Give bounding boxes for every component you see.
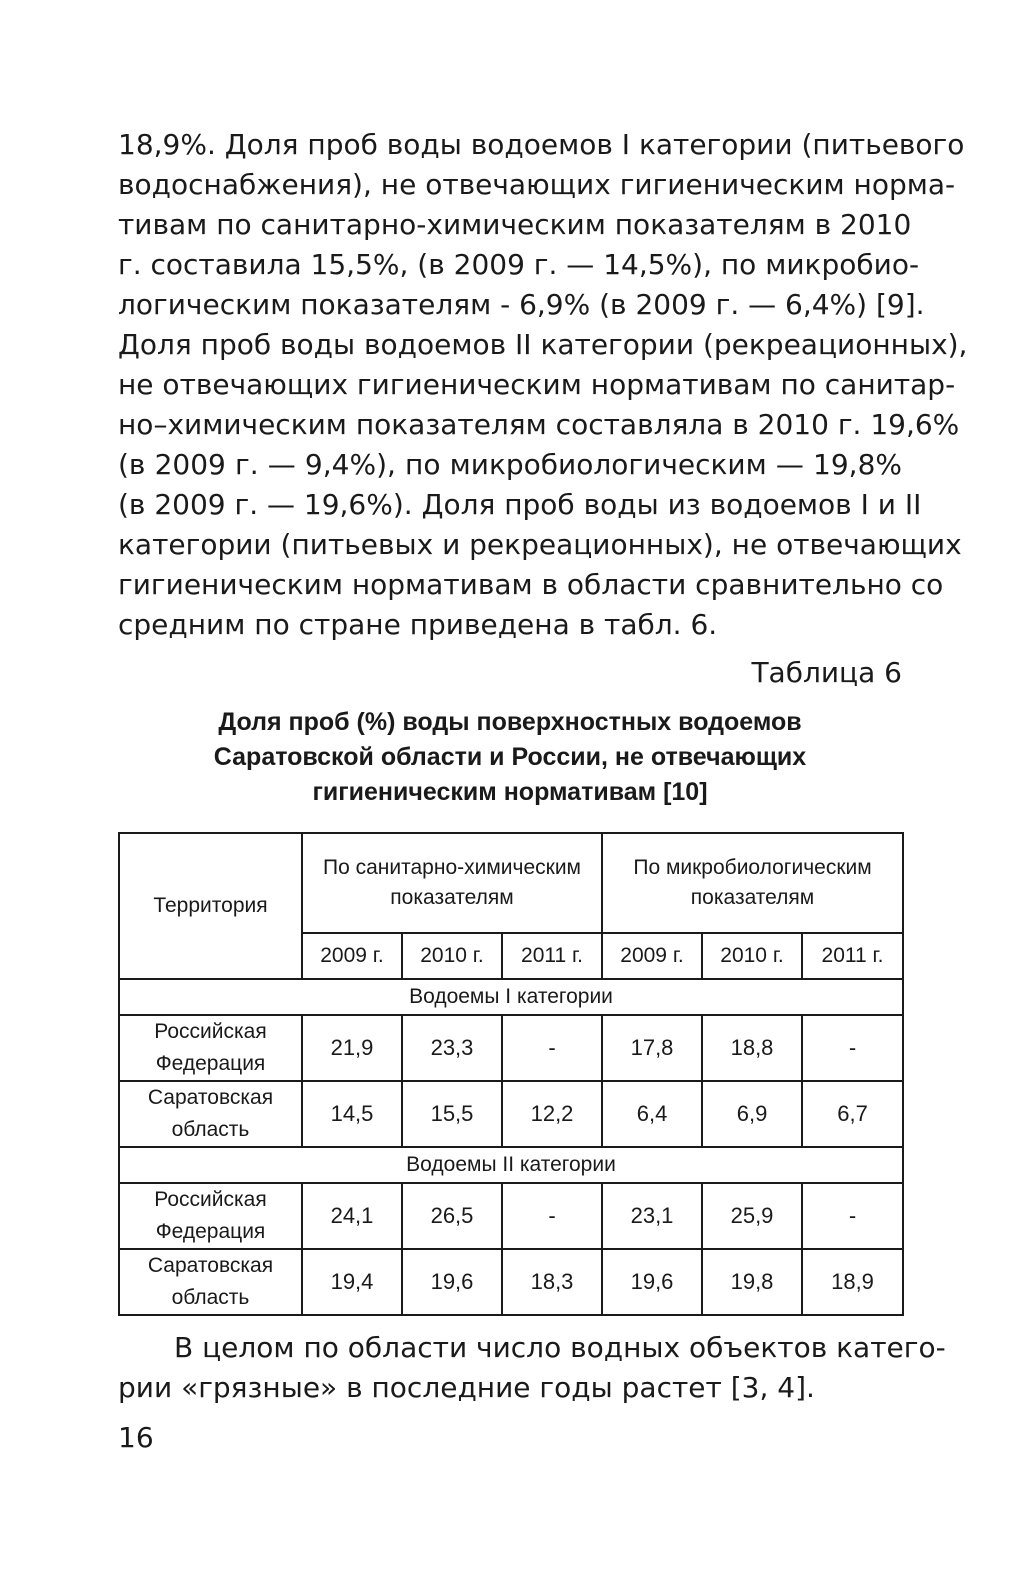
text-line: водоснабжения), не отвечающих гигиеническим норма- (118, 168, 956, 201)
text-line: но–химическим показателям составляла в 2010 г. 19,6% (118, 408, 960, 441)
text-line: (в 2009 г. — 19,6%). Доля проб воды из водоемов I и II (118, 488, 922, 521)
value-cell: 19,6 (602, 1249, 702, 1315)
caption-line: гигиеническим нормативам [10] (312, 778, 708, 806)
section-row (119, 1147, 903, 1183)
territory-cell: Саратовская область (119, 1249, 302, 1315)
page-content (118, 125, 968, 1408)
text-line: гигиеническим нормативам в области сравнительно со (118, 568, 944, 601)
data-table (118, 832, 904, 1316)
territory-cell: Саратовская область (119, 1081, 302, 1147)
value-cell: 17,8 (602, 1015, 702, 1081)
text-line: рии «грязные» в последние годы растет [3, 4]. (118, 1371, 815, 1404)
value-cell: 6,7 (802, 1081, 903, 1147)
value-cell: 19,8 (702, 1249, 802, 1315)
table-row (119, 1081, 903, 1147)
chem-group-header: По санитарно-химическим показателям (302, 833, 602, 933)
text-line: категории (питьевых и рекреационных), не отвечающих (118, 528, 962, 561)
value-cell: 19,4 (302, 1249, 402, 1315)
year-header: 2010 г. (702, 933, 802, 979)
value-cell: 23,3 (402, 1015, 502, 1081)
value-cell: 23,1 (602, 1183, 702, 1249)
value-cell: 6,9 (702, 1081, 802, 1147)
text-line: В целом по области число водных объектов катего- (174, 1331, 946, 1364)
intro-paragraph (118, 125, 968, 645)
caption-line: Саратовской области и России, не отвечающих (213, 743, 807, 771)
value-cell: 12,2 (502, 1081, 602, 1147)
territory-header: Территория (119, 833, 302, 979)
text-line: (в 2009 г. — 9,4%), по микробиологическим — 19,8% (118, 448, 902, 481)
page-number: 16 (118, 1421, 154, 1454)
value-cell: 19,6 (402, 1249, 502, 1315)
section-title: Водоемы I категории (119, 979, 903, 1015)
year-header: 2010 г. (402, 933, 502, 979)
micro-group-header: По микробиологическим показателям (602, 833, 903, 933)
year-header: 2011 г. (502, 933, 602, 979)
table-row (119, 1249, 903, 1315)
value-cell: 6,4 (602, 1081, 702, 1147)
table-header-row (119, 833, 903, 933)
table-caption (118, 705, 902, 810)
caption-line: Доля проб (%) воды поверхностных водоемов (218, 708, 802, 736)
text-line: г. составила 15,5%, (в 2009 г. — 14,5%), по микробио- (118, 248, 920, 281)
outro-paragraph (118, 1328, 946, 1408)
value-cell: 21,9 (302, 1015, 402, 1081)
value-cell: 25,9 (702, 1183, 802, 1249)
section-row (119, 979, 903, 1015)
value-cell: 18,9 (802, 1249, 903, 1315)
value-cell: - (802, 1015, 903, 1081)
table-number: Таблица 6 (751, 656, 902, 689)
table-row (119, 1183, 903, 1249)
section-title: Водоемы II категории (119, 1147, 903, 1183)
value-cell: - (802, 1183, 903, 1249)
year-header: 2009 г. (302, 933, 402, 979)
text-line: тивам по санитарно-химическим показателям в 2010 (118, 208, 912, 241)
text-line: 18,9%. Доля проб воды водоемов I категории (питьевого (118, 128, 965, 161)
text-line: не отвечающих гигиеническим нормативам по санитар- (118, 368, 956, 401)
text-line: логическим показателям - 6,9% (в 2009 г. — 6,4%) [9]. (118, 288, 925, 321)
value-cell: 18,3 (502, 1249, 602, 1315)
value-cell: 15,5 (402, 1081, 502, 1147)
value-cell: 26,5 (402, 1183, 502, 1249)
value-cell: 14,5 (302, 1081, 402, 1147)
text-line: средним по стране приведена в табл. 6. (118, 608, 718, 641)
value-cell: - (502, 1015, 602, 1081)
year-header: 2009 г. (602, 933, 702, 979)
table-row (119, 1015, 903, 1081)
territory-cell: Российская Федерация (119, 1015, 302, 1081)
territory-cell: Российская Федерация (119, 1183, 302, 1249)
value-cell: 18,8 (702, 1015, 802, 1081)
text-line: Доля проб воды водоемов II категории (рекреационных), (118, 328, 968, 361)
year-header: 2011 г. (802, 933, 903, 979)
value-cell: 24,1 (302, 1183, 402, 1249)
value-cell: - (502, 1183, 602, 1249)
